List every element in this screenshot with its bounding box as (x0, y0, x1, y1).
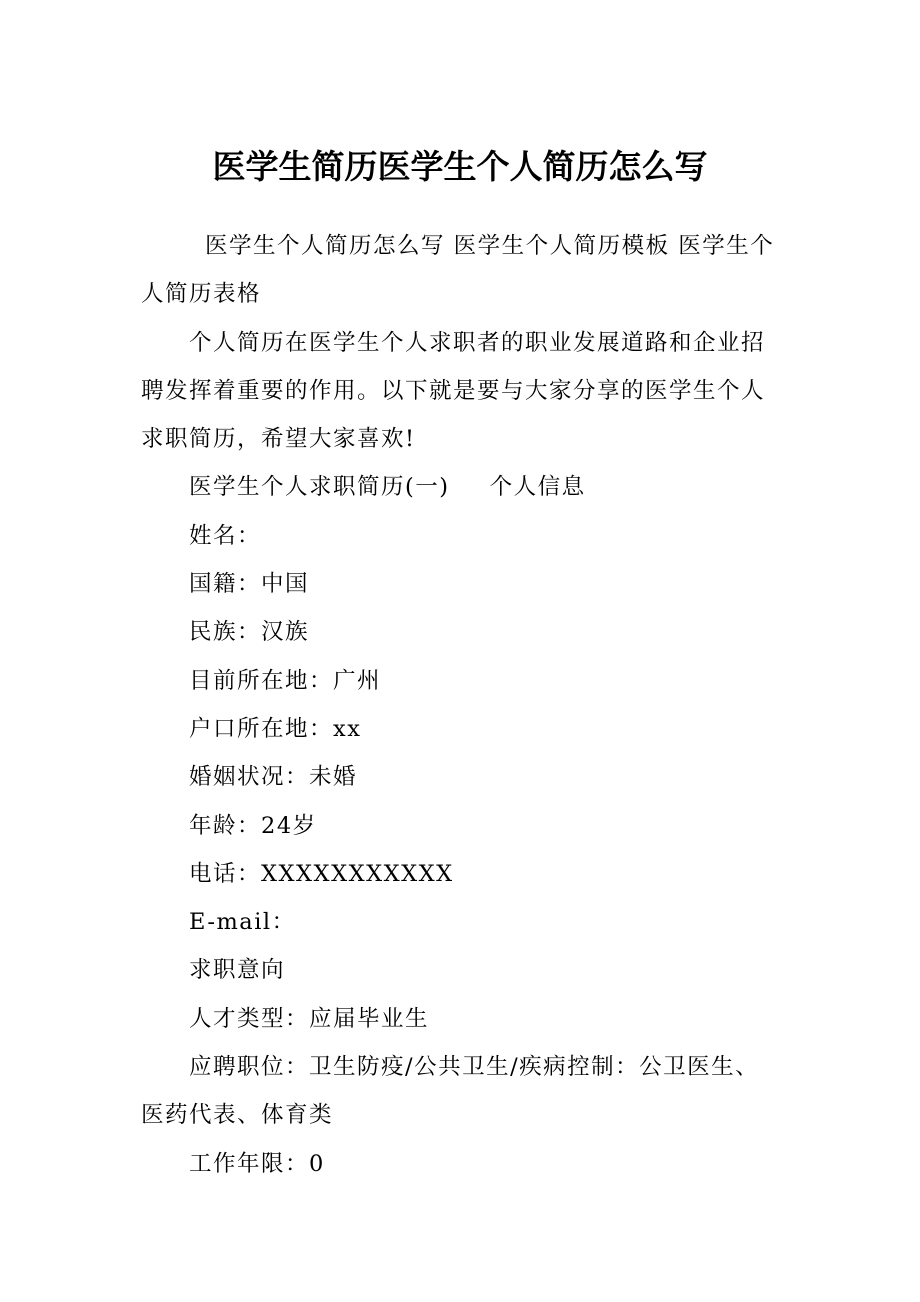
field-name: 姓名： (189, 522, 262, 549)
field-household-registration: 户口所在地：xx (189, 715, 362, 742)
field-email: E-mail： (189, 909, 296, 936)
field-work-years: 工作年限：0 (189, 1150, 325, 1177)
section-subheading: 个人信息 (489, 474, 586, 501)
document-body (141, 222, 781, 1188)
field-marital-status: 婚姻状况：未婚 (189, 764, 358, 791)
document-title: 医学生简历医学生个人简历怎么写 (212, 147, 708, 186)
job-intention-heading: 求职意向 (189, 957, 286, 984)
section-heading-line (141, 463, 781, 511)
field-age: 年龄：24岁 (189, 812, 317, 839)
intro-keywords: 医学生个人简历怎么写 医学生个人简历模板 医学生个人简历表格 (141, 233, 775, 308)
field-ethnicity: 民族：汉族 (189, 619, 310, 646)
section-heading: 医学生个人求职简历(一) (189, 474, 450, 501)
field-phone: 电话：XXXXXXXXXXX (189, 860, 454, 887)
field-talent-type: 人才类型：应届毕业生 (189, 1005, 430, 1032)
field-desired-position: 应聘职位：卫生防疫/公共卫生/疾病控制：公卫医生、医药代表、体育类 (141, 1054, 760, 1129)
field-nationality: 国籍：中国 (189, 571, 310, 598)
intro-paragraph: 个人简历在医学生个人求职者的职业发展道路和企业招聘发挥着重要的作用。以下就是要与大家分享的医学生个人求职简历，希望大家喜欢! (141, 329, 766, 453)
field-current-location: 目前所在地：广州 (189, 667, 382, 694)
